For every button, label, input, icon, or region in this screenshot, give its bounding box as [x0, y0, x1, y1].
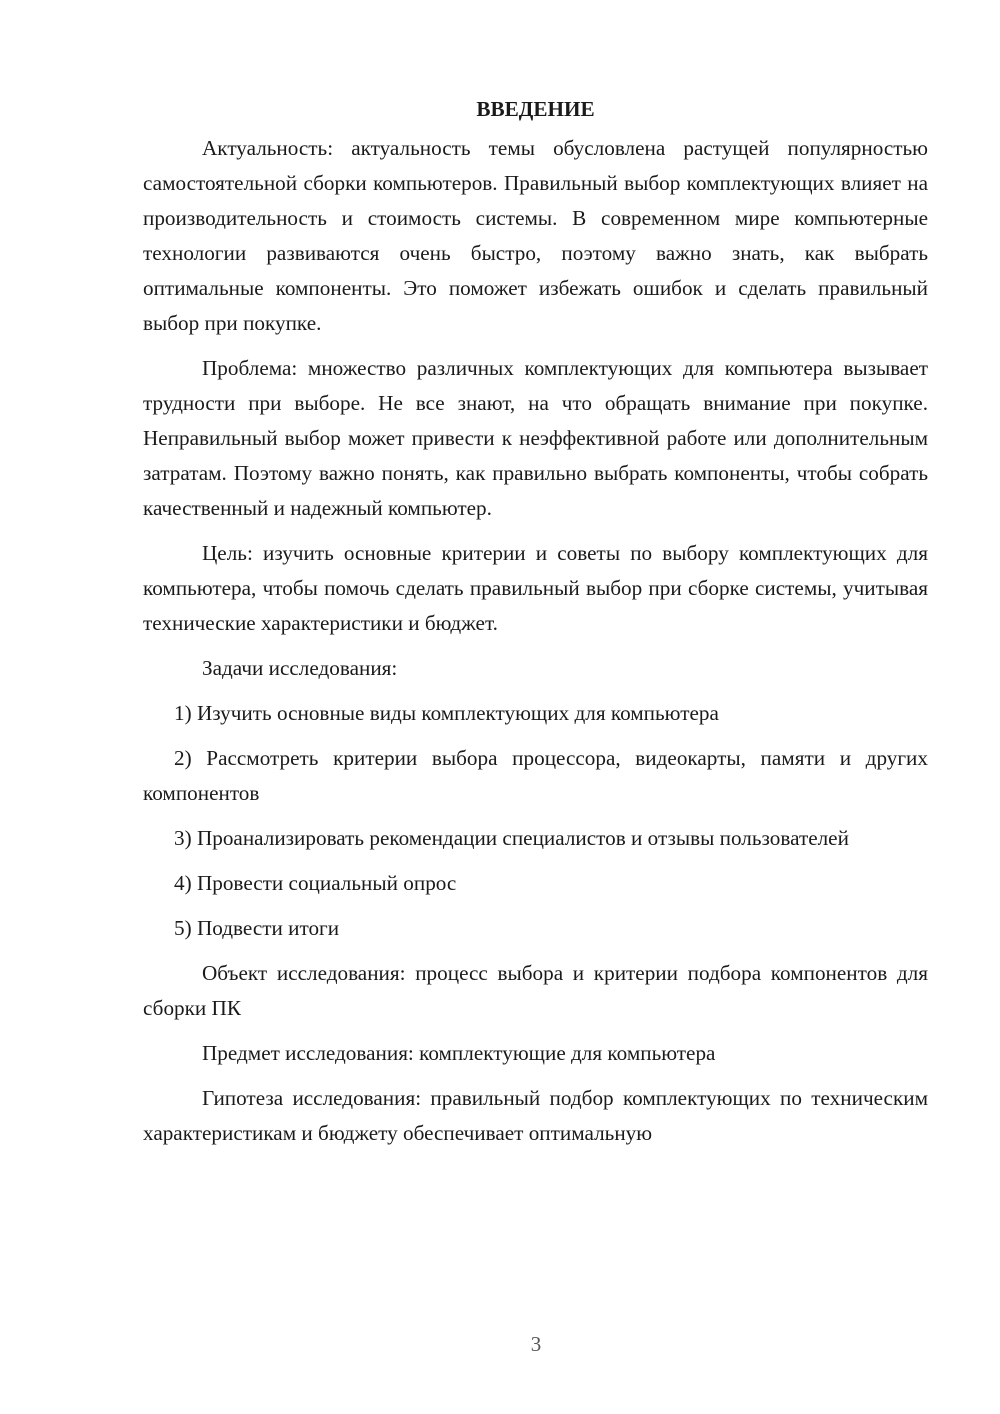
tasks-list: [143, 696, 928, 946]
paragraph-problem: Проблема: множество различных комплектующих для компьютера вызывает трудности при выборе. Не все знают, на что обращать внимание при покупке. Неправильный выбор может привести к неэффективной работе или дополнительным затратам. Поэтому важно понять, как правильно выбрать компоненты, чтобы собрать качественный и надежный компьютер.: [143, 356, 928, 520]
list-item: 5) Подвести итоги: [174, 916, 340, 940]
document-page: [143, 92, 928, 1161]
list-item: 2) Рассмотреть критерии выбора процессора, видеокарты, памяти и других компонентов: [143, 746, 928, 805]
paragraph-relevance: Актуальность: актуальность темы обусловлена растущей популярностью самостоятельной сборки компьютеров. Правильный выбор комплектующих влияет на производительность и стоимость системы. В современном мире компьютерные технологии развиваются очень быстро, поэтому важно знать, как выбрать оптимальные компоненты. Это поможет избежать ошибок и сделать правильный выбор при покупке.: [143, 136, 928, 335]
list-item: 3) Проанализировать рекомендации специалистов и отзывы пользователей: [174, 826, 849, 850]
page-title: ВВЕДЕНИЕ: [476, 97, 595, 121]
paragraph-subject: Предмет исследования: комплектующие для компьютера: [202, 1041, 716, 1065]
list-item: 1) Изучить основные виды комплектующих для компьютера: [174, 701, 719, 725]
paragraph-goal: Цель: изучить основные критерии и советы по выбору комплектующих для компьютера, чтобы помочь сделать правильный выбор при сборке системы, учитывая технические характеристики и бюджет.: [143, 541, 928, 635]
paragraph-hypothesis: Гипотеза исследования: правильный подбор комплектующих по техническим характеристикам и бюджету обеспечивает оптимальную: [143, 1086, 928, 1145]
list-item: 4) Провести социальный опрос: [174, 871, 457, 895]
page-number: 3: [530, 1332, 542, 1356]
paragraph-object: Объект исследования: процесс выбора и критерии подбора компонентов для сборки ПК: [143, 961, 928, 1020]
tasks-heading: Задачи исследования:: [202, 656, 398, 680]
